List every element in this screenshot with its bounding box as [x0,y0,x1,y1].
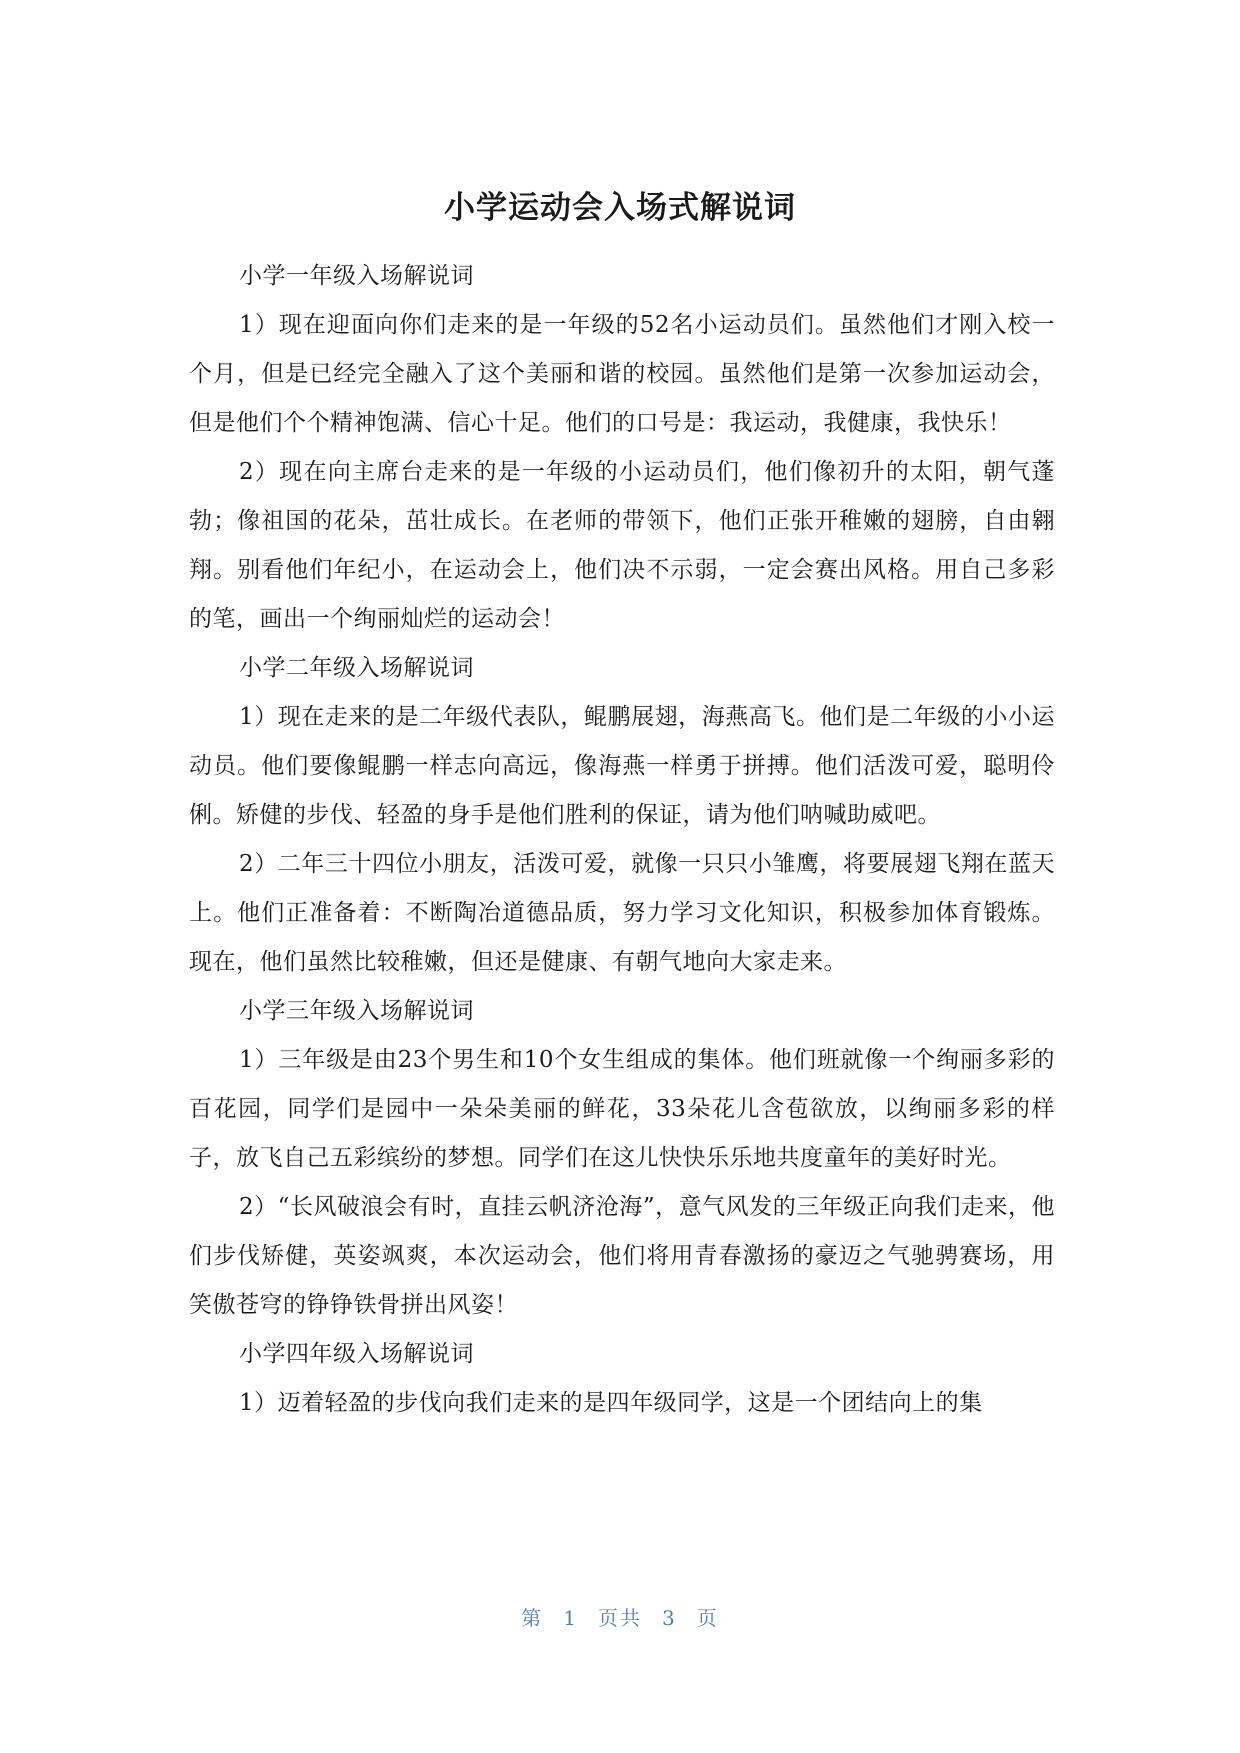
section-heading-grade-2: 小学二年级入场解说词 [239,655,474,681]
footer-page-number: 1 [563,1606,578,1630]
paragraph: 2）二年三十四位小朋友，活泼可爱，就像一只只小雏鹰，将要展翅飞翔在蓝天上。他们正准备着：不断陶冶道德品质，努力学习文化知识，积极参加体育锻炼。现在，他们虽然比较稚嫩，但还是健康、有朝气地向大家走来。 [189,851,1055,975]
paragraph: 1）迈着轻盈的步伐向我们走来的是四年级同学，这是一个团结向上的集 [239,1390,983,1416]
footer-prefix: 第 [521,1606,544,1630]
paragraph: 2）“长风破浪会有时，直挂云帆济沧海”，意气风发的三年级正向我们走来，他们步伐矫健，英姿飒爽，本次运动会，他们将用青春激扬的豪迈之气驰骋赛场，用笑傲苍穹的铮铮铁骨拼出风姿！ [189,1194,1055,1318]
footer-total-pages: 3 [662,1606,677,1630]
section-heading-grade-4: 小学四年级入场解说词 [239,1341,474,1367]
footer-suffix: 页 [696,1606,719,1630]
section-heading-grade-1: 小学一年级入场解说词 [239,263,474,289]
paragraph: 2）现在向主席台走来的是一年级的小运动员们，他们像初升的太阳，朝气蓬勃；像祖国的花朵，茁壮成长。在老师的带领下，他们正张开稚嫩的翅膀，自由翱翔。别看他们年纪小，在运动会上，他们决不示弱，一定会赛出风格。用自己多彩的笔，画出一个绚丽灿烂的运动会！ [189,459,1055,632]
page-footer [0,1602,1240,1631]
paragraph: 1）三年级是由23个男生和10个女生组成的集体。他们班就像一个绚丽多彩的百花园，同学们是园中一朵朵美丽的鲜花，33朵花儿含苞欲放，以绚丽多彩的样子，放飞自己五彩缤纷的梦想。同学们在这儿快快乐乐地共度童年的美好时光。 [189,1047,1055,1171]
footer-middle: 页共 [598,1606,642,1630]
paragraph: 1）现在迎面向你们走来的是一年级的52名小运动员们。虽然他们才刚入校一个月，但是已经完全融入了这个美丽和谐的校园。虽然他们是第一次参加运动会，但是他们个个精神饱满、信心十足。他们的口号是：我运动，我健康，我快乐！ [189,312,1055,436]
paragraph: 1）现在走来的是二年级代表队，鲲鹏展翅，海燕高飞。他们是二年级的小小运动员。他们要像鲲鹏一样志向高远，像海燕一样勇于拼搏。他们活泼可爱，聪明伶俐。矫健的步伐、轻盈的身手是他们胜利的保证，请为他们呐喊助威吧。 [189,704,1055,828]
section-heading-grade-3: 小学三年级入场解说词 [239,998,474,1024]
document-title: 小学运动会入场式解说词 [444,190,796,226]
document-body [189,252,1055,1428]
